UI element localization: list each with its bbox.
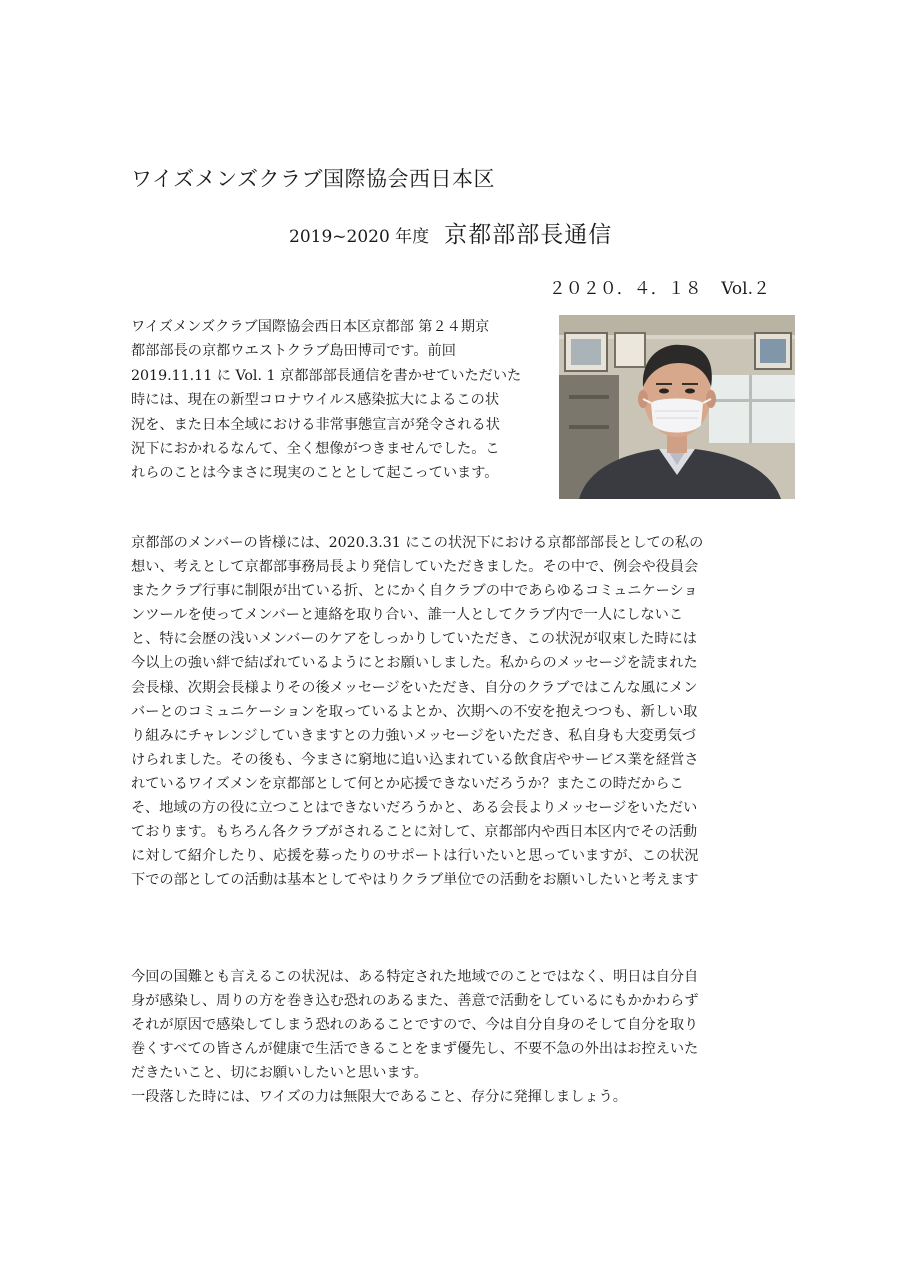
paragraph-line: それが原因で感染してしまう恐れのあることですので、今は自分自身のそして自分を取り — [131, 1017, 699, 1034]
organization-title: ワイズメンズクラブ国際協会西日本区 — [131, 167, 496, 191]
fiscal-year: 2019~2020 年度 — [289, 227, 430, 247]
newsletter-heading — [289, 216, 612, 249]
paragraph-line: 会長様、次期会長様よりその後メッセージをいただき、自分のクラブではこんな風にメン — [131, 679, 698, 696]
body-paragraph-2 — [131, 531, 771, 892]
portrait-photo — [559, 315, 795, 499]
paragraph-line: またクラブ行事に制限が出ている折、とにかく自クラブの中であらゆるコミュニケーショ — [131, 583, 698, 600]
body-paragraph-3 — [131, 965, 771, 1110]
paragraph-line: 下での部としての活動は基本としてやはりクラブ単位での活動をお願いしたいと考えます — [131, 872, 699, 889]
paragraph-line: と、特に会歴の浅いメンバーのケアをしっかりしていただき、この状況が収束した時には — [131, 631, 697, 648]
intro-line: 況下におかれるなんて、全く想像がつきませんでした。こ — [131, 440, 500, 457]
intro-line: れらのことは今まさに現実のこととして起こっています。 — [131, 465, 499, 482]
intro-line: 都部部長の京都ウエストクラブ島田博司です。前回 — [131, 343, 456, 360]
paragraph-line: ンツールを使ってメンバーと連絡を取り合い、誰一人としてクラブ内で一人にしないこ — [131, 607, 684, 624]
paragraph-line: だきたいこと、切にお願いしたいと思います。 — [131, 1065, 428, 1082]
intro-paragraph — [131, 315, 549, 486]
paragraph-line: 京都部のメンバーの皆様には、2020.3.31 にこの状況下における京都部部長としての私の — [131, 535, 704, 551]
paragraph-line: 一段落した時には、ワイズの力は無限大であること、存分に発揮しましょう。 — [131, 1089, 627, 1106]
issue-volume: Vol.２ — [721, 279, 770, 299]
paragraph-line: けられました。その後も、今まさに窮地に追い込まれている飲食店やサービス業を経営さ — [131, 751, 699, 768]
paragraph-line: 想い、考えとして京都部事務局長より発信していただきました。その中で、例会や役員会 — [131, 559, 699, 576]
paragraph-line: 今回の国難とも言えるこの状況は、ある特定された地域でのことではなく、明日は自分自 — [131, 969, 699, 985]
paragraph-line: ております。もちろん各クラブがされることに対して、京都部内や西日本区内でその活動 — [131, 824, 698, 841]
paragraph-line: そ、地域の方の役に立つことはできないだろうかと、ある会長よりメッセージをいただい — [131, 800, 698, 817]
intro-line: 況を、また日本全域における非常事態宣言が発令される状 — [131, 416, 500, 433]
paragraph-line: 巻くすべての皆さんが健康で生活できることをまず優先し、不要不急の外出はお控えいた — [131, 1041, 699, 1058]
paragraph-line: バーとのコミュニケーションを取っているよとか、次期への不安を抱えつつも、新しい取 — [131, 703, 698, 720]
paragraph-line: り組みにチャレンジしていきますとの力強いメッセージをいただき、私自身も大変勇気づ — [131, 727, 696, 744]
intro-line: ワイズメンズクラブ国際協会西日本区京都部 第２４期京 — [131, 319, 490, 335]
intro-line: 2019.11.11 に Vol. 1 京都部部長通信を書かせていただいた — [131, 367, 522, 384]
portrait-photo-illustration — [559, 315, 795, 499]
paragraph-line: 今以上の強い絆で結ばれているようにとお願いしました。私からのメッセージを読まれた — [131, 655, 698, 672]
issue-info — [549, 274, 770, 299]
newsletter-title: 京都部部長通信 — [444, 222, 613, 248]
intro-line: 時には、現在の新型コロナウイルス感染拡大によるこの状 — [131, 392, 500, 409]
paragraph-line: 身が感染し、周りの方を巻き込む恐れのあるまた、善意で活動をしているにもかかわらず — [131, 993, 699, 1010]
issue-date: ２０２０．４．１８ — [548, 279, 702, 299]
paragraph-line: れているワイズメンを京都部として何とか応援できないだろうか？またこの時だからこ — [131, 775, 684, 792]
paragraph-line: に対して紹介したり、応援を募ったりのサポートは行いたいと思っていますが、この状況 — [131, 848, 699, 865]
